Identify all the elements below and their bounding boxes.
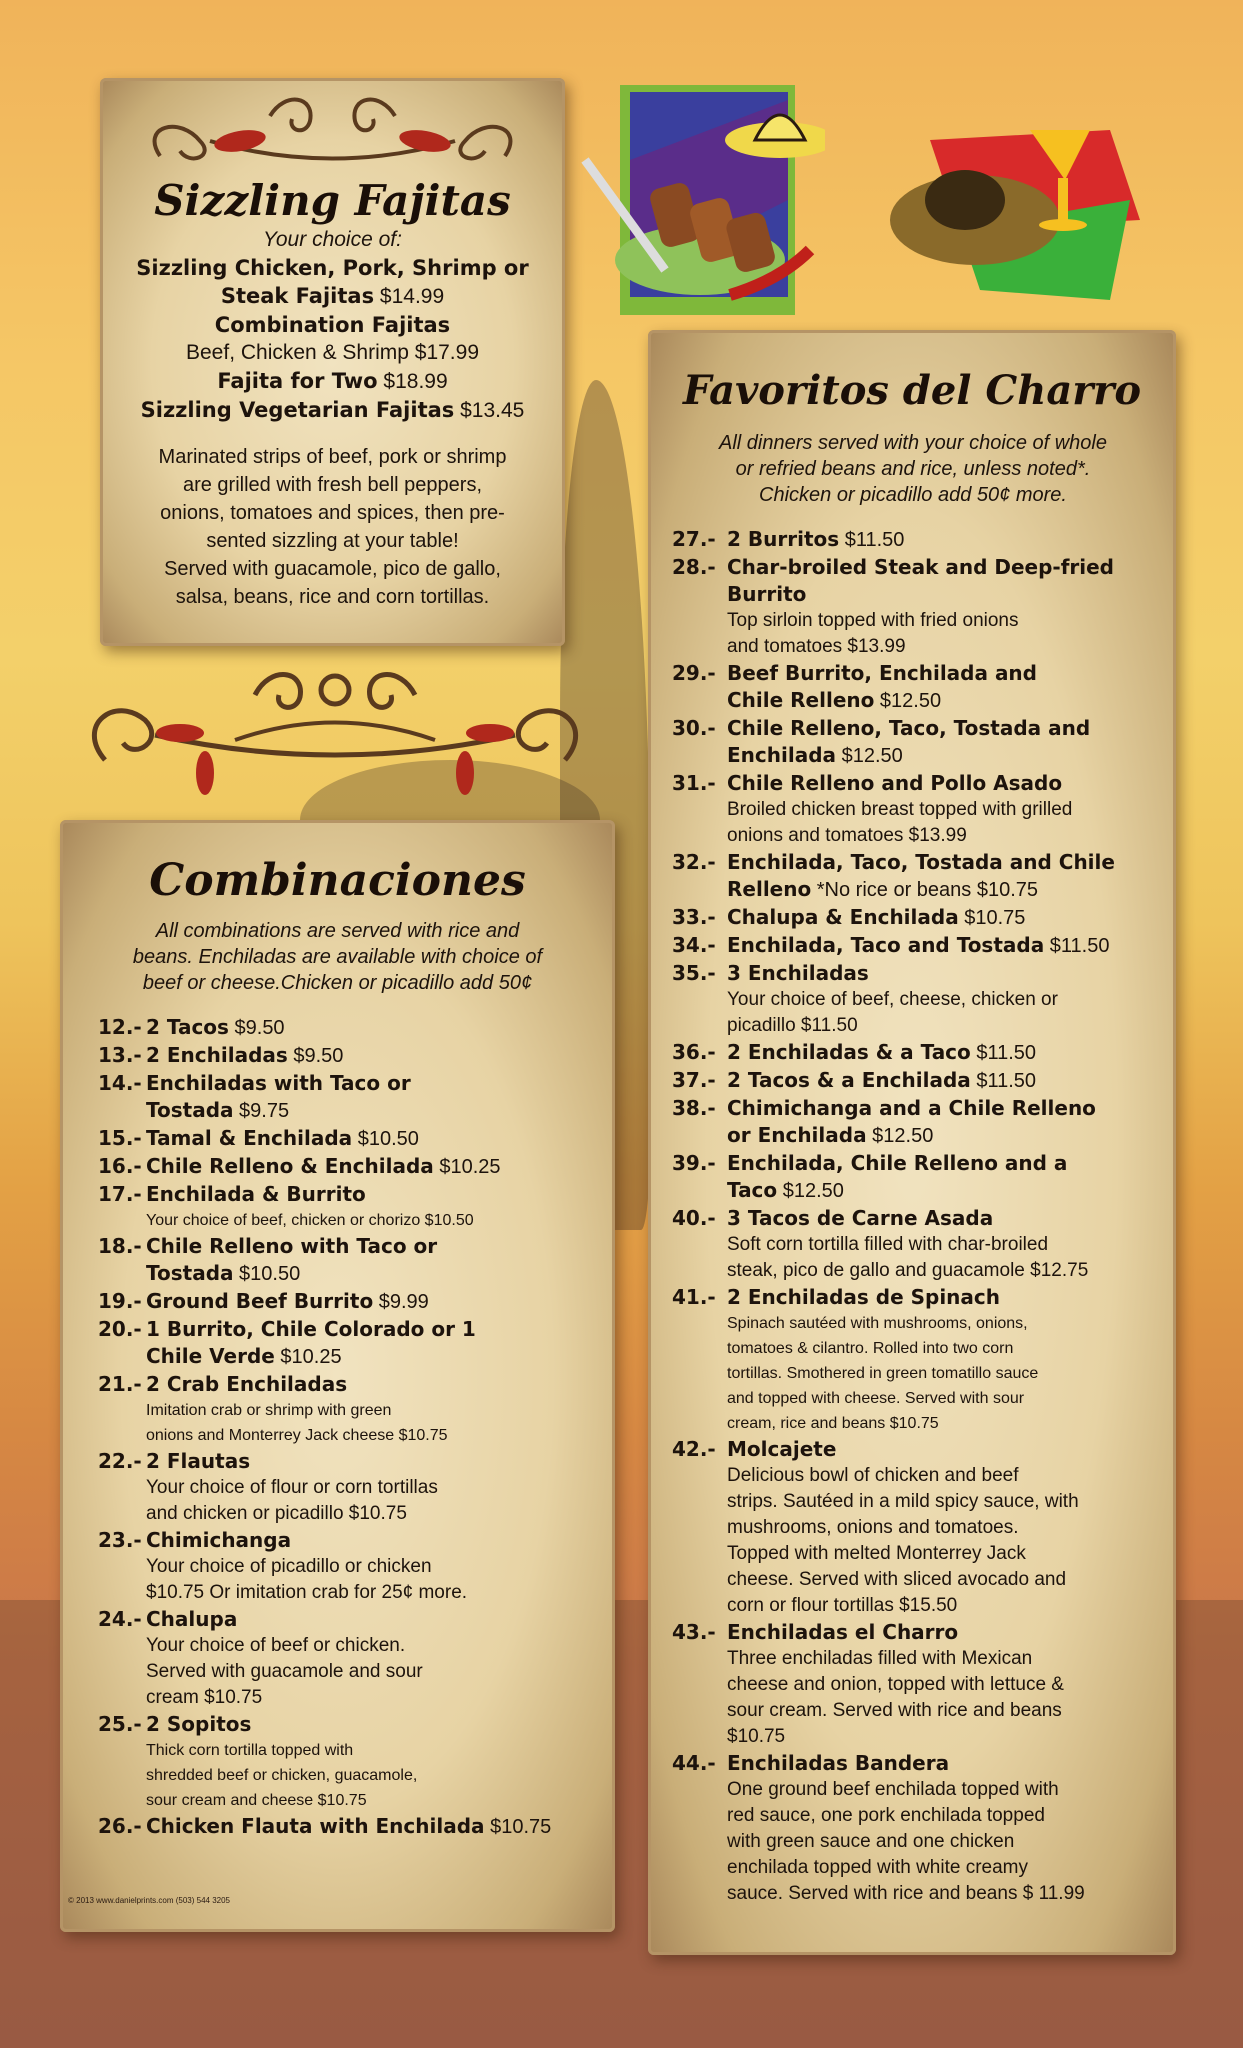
menu-item (98, 1316, 615, 1371)
menu-item-number: 24.- (98, 1607, 142, 1631)
menu-item-name: Molcajete (727, 1437, 837, 1461)
menu-item-description: Thick corn tortilla topped with (146, 1742, 354, 1759)
menu-item (98, 1070, 615, 1125)
menu-item-name: Chicken Flauta with Enchilada (146, 1814, 485, 1838)
menu-item-price: $12.50 (777, 1180, 844, 1202)
menu-item-line (672, 660, 1176, 687)
menu-item-line (98, 1233, 615, 1260)
fajita-option-price: $13.45 (454, 399, 525, 422)
menu-item-line (672, 1750, 1176, 1777)
menu-item-number: 20.- (98, 1317, 142, 1341)
menu-item (672, 1067, 1176, 1095)
menu-item (98, 1606, 615, 1711)
menu-item-number: 16.- (98, 1154, 142, 1178)
menu-item (98, 1288, 615, 1316)
combinaciones-panel (60, 820, 615, 1932)
menu-item-price: $10.50 (233, 1263, 301, 1285)
menu-item-description: and tomatoes $13.99 (727, 636, 906, 657)
menu-item-description: Soft corn tortilla filled with char-broiled (727, 1234, 1049, 1255)
menu-item-description: Delicious bowl of chicken and beef (727, 1465, 1019, 1486)
menu-item-line (672, 687, 1176, 715)
menu-item-description: cream $10.75 (146, 1687, 263, 1708)
menu-item-name: Chile Relleno with Taco or (146, 1234, 438, 1258)
menu-item-price: $10.50 (352, 1128, 419, 1150)
combinaciones-intro (88, 918, 587, 996)
intro-line: beef or cheese.Chicken or picadillo add 50¢ (142, 972, 533, 994)
menu-item-name: 2 Tacos & a Enchilada (727, 1068, 971, 1092)
menu-item-description: Your choice of flour or corn tortillas (146, 1477, 438, 1498)
menu-item-line (98, 1527, 615, 1554)
menu-item-price: $12.50 (836, 745, 903, 767)
menu-item-line (98, 1606, 615, 1633)
menu-item-price: $12.50 (866, 1125, 934, 1147)
menu-item-name: Relleno (727, 877, 812, 901)
menu-item-number: 42.- (672, 1437, 716, 1461)
menu-item-description: Your choice of picadillo or chicken (146, 1556, 432, 1577)
menu-item-price: $11.50 (1044, 935, 1110, 957)
menu-item-number: 38.- (672, 1096, 716, 1120)
menu-item-name: Chile Relleno & Enchilada (146, 1154, 434, 1178)
menu-item-line (98, 1316, 615, 1343)
menu-item-description: Your choice of beef or chicken. (146, 1635, 406, 1656)
menu-item (98, 1813, 615, 1841)
menu-item (98, 1448, 615, 1527)
menu-item (98, 1153, 615, 1181)
menu-item-price: $10.75 (484, 1816, 552, 1838)
fajita-option-line: Beef, Chicken & Shrimp $17.99 (186, 341, 479, 364)
menu-item-description: shredded beef or chicken, guacamole, (146, 1767, 418, 1784)
menu-item-description: Broiled chicken breast topped with grilled (727, 799, 1073, 820)
menu-item-price: $12.50 (874, 690, 942, 712)
menu-item-number: 22.- (98, 1449, 142, 1473)
menu-item-name: 3 Tacos de Carne Asada (727, 1206, 994, 1230)
menu-item-name: Chile Relleno, Taco, Tostada and (727, 716, 1091, 740)
menu-item-price: $9.50 (287, 1045, 344, 1067)
menu-item-line (672, 904, 1176, 932)
menu-item-description: enchilada topped with white creamy (727, 1857, 1029, 1878)
menu-item-number: 34.- (672, 933, 716, 957)
menu-item-name: Enchilada, Taco and Tostada (727, 933, 1045, 957)
menu-item-line (98, 1125, 615, 1153)
combinaciones-title: Combinaciones (149, 855, 526, 906)
fajitas-title: Sizzling Fajitas (154, 176, 511, 225)
menu-item (672, 1284, 1176, 1436)
menu-item-name: 2 Enchiladas & a Taco (727, 1040, 971, 1064)
menu-item-description: cheese. Served with sliced avocado and (727, 1569, 1067, 1590)
menu-item-line (98, 1260, 615, 1288)
menu-item (98, 1711, 615, 1813)
menu-item-number: 13.- (98, 1043, 142, 1067)
menu-item-description: Served with guacamole and sour (146, 1661, 423, 1682)
menu-item-line (672, 1284, 1176, 1311)
fajita-description-line: sented sizzling at your table! (206, 530, 459, 552)
menu-item (672, 849, 1176, 904)
menu-item-line (98, 1042, 615, 1070)
menu-item-description: cream, rice and beans $10.75 (727, 1415, 939, 1432)
fajita-option-line: Sizzling Chicken, Pork, Shrimp or (136, 256, 529, 280)
menu-item (672, 770, 1176, 849)
menu-item-name: Enchilada & Burrito (146, 1182, 366, 1206)
menu-item-description: sauce. Served with rice and beans $ 11.99 (727, 1883, 1085, 1904)
menu-item-name: 2 Tacos (146, 1015, 229, 1039)
menu-item-price: $11.50 (839, 529, 905, 551)
top-flourish-icon (120, 86, 545, 176)
intro-line: beans. Enchiladas are available with choice of (132, 946, 543, 968)
menu-item-line (98, 1181, 615, 1208)
menu-item (672, 1750, 1176, 1907)
menu-item-line (672, 1095, 1176, 1122)
menu-item (672, 660, 1176, 715)
menu-item-name: Enchilada, Taco, Tostada and Chile (727, 850, 1115, 874)
menu-item-name: Chimichanga and a Chile Relleno (727, 1096, 1096, 1120)
menu-item-line (672, 715, 1176, 742)
menu-item-description: Your choice of beef, chicken or chorizo $10.50 (146, 1212, 474, 1229)
menu-item-name: 2 Sopitos (146, 1712, 252, 1736)
menu-item-number: 36.- (672, 1040, 716, 1064)
menu-item-number: 19.- (98, 1289, 142, 1313)
menu-item-name: Chalupa & Enchilada (727, 905, 959, 929)
menu-item-name: Chimichanga (146, 1528, 292, 1552)
menu-item-line (98, 1097, 615, 1125)
menu-item-name: Tostada (146, 1261, 234, 1285)
menu-item-price: $10.75 (958, 907, 1026, 929)
menu-item (672, 715, 1176, 770)
menu-item-number: 28.- (672, 555, 716, 579)
menu-item-name: Chile Relleno and Pollo Asado (727, 771, 1063, 795)
menu-item-name: or Enchilada (727, 1123, 867, 1147)
menu-item-line (672, 554, 1176, 581)
menu-item-line (672, 526, 1176, 554)
fajita-option-line: Combination Fajitas (214, 313, 451, 337)
menu-item-description: $10.75 Or imitation crab for 25¢ more. (146, 1582, 468, 1603)
menu-item-line (672, 1150, 1176, 1177)
menu-item-description: Topped with melted Monterrey Jack (727, 1543, 1026, 1564)
menu-item (672, 1436, 1176, 1619)
menu-item-number: 37.- (672, 1068, 716, 1092)
menu-item (672, 526, 1176, 554)
menu-item-description: and chicken or picadillo $10.75 (146, 1503, 407, 1524)
menu-item-name: 2 Flautas (146, 1449, 251, 1473)
menu-item-line (672, 581, 1176, 608)
menu-item-number: 21.- (98, 1372, 142, 1396)
fajita-description-line: Served with guacamole, pico de gallo, (164, 558, 501, 580)
fajita-description-line: salsa, beans, rice and corn tortillas. (175, 586, 490, 608)
menu-item-number: 31.- (672, 771, 716, 795)
menu-item-description: Three enchiladas filled with Mexican (727, 1648, 1033, 1669)
menu-item (672, 1205, 1176, 1284)
menu-item-name: Enchiladas el Charro (727, 1620, 959, 1644)
menu-item-description: steak, pico de gallo and guacamole $12.75 (727, 1260, 1089, 1281)
fajita-option-price: $18.99 (377, 370, 448, 393)
menu-item-name: Chile Relleno (727, 688, 875, 712)
menu-item-name: Ground Beef Burrito (146, 1289, 374, 1313)
menu-item (98, 1233, 615, 1288)
menu-item-line (98, 1014, 615, 1042)
favoritos-panel (648, 330, 1176, 1955)
menu-item-price: $10.25 (274, 1346, 342, 1368)
menu-item-number: 17.- (98, 1182, 142, 1206)
menu-item (672, 904, 1176, 932)
menu-item-number: 35.- (672, 961, 716, 985)
menu-item-description: and topped with cheese. Served with sour (727, 1390, 1025, 1407)
menu-item-number: 26.- (98, 1814, 142, 1838)
menu-item-description: Spinach sautéed with mushrooms, onions, (727, 1315, 1028, 1332)
menu-item-line (98, 1371, 615, 1398)
menu-item-description: tortillas. Smothered in green tomatillo sauce (727, 1365, 1039, 1382)
fajita-option-name: Fajita for Two (217, 369, 378, 393)
favoritos-list (672, 526, 1176, 1907)
menu-item-price: $9.99 (373, 1291, 429, 1313)
favoritos-title: Favoritos del Charro (682, 367, 1142, 414)
intro-line: All combinations are served with rice and (155, 920, 520, 942)
menu-item-number: 14.- (98, 1071, 142, 1095)
fajita-option-name: Sizzling Vegetarian Fajitas (140, 398, 455, 422)
menu-item-name: Char-broiled Steak and Deep-fried (727, 555, 1115, 579)
menu-item-line (672, 960, 1176, 987)
menu-item-line (98, 1070, 615, 1097)
intro-line: All dinners served with your choice of whole (719, 432, 1107, 454)
fajita-option-line: Your choice of: (263, 228, 402, 251)
menu-item-price: $11.50 (970, 1070, 1037, 1092)
menu-item-name: Burrito (727, 582, 807, 606)
menu-item-line (672, 932, 1176, 960)
fajita-description-line: Marinated strips of beef, pork or shrimp (158, 446, 507, 468)
intro-line: Chicken or picadillo add 50¢ more. (759, 484, 1067, 506)
menu-item-description: onions and Monterrey Jack cheese $10.75 (146, 1427, 448, 1444)
menu-item-number: 27.- (672, 527, 716, 551)
menu-item-name: 2 Enchiladas (146, 1043, 288, 1067)
menu-item-line (672, 1122, 1176, 1150)
menu-item-price: $10.25 (433, 1156, 501, 1178)
menu-item-name: Chile Verde (146, 1344, 275, 1368)
intro-line: or refried beans and rice, unless noted*. (735, 458, 1091, 480)
menu-item-line (672, 1177, 1176, 1205)
fajita-option-line (120, 396, 545, 425)
menu-item-description: Imitation crab or shrimp with green (146, 1402, 392, 1419)
menu-item-description: with green sauce and one chicken (727, 1831, 1015, 1852)
menu-item-name: Enchiladas Bandera (727, 1751, 950, 1775)
menu-item-number: 23.- (98, 1528, 142, 1552)
menu-item-description: strips. Sautéed in a mild spicy sauce, with (727, 1491, 1079, 1512)
menu-item-number: 43.- (672, 1620, 716, 1644)
menu-item-name: Tostada (146, 1098, 234, 1122)
menu-item-name: Chalupa (146, 1607, 238, 1631)
menu-item-description: cheese and onion, topped with lettuce & (727, 1674, 1064, 1695)
menu-item (672, 1095, 1176, 1150)
menu-item-name: 2 Enchiladas de Spinach (727, 1285, 1001, 1309)
menu-item-line (672, 849, 1176, 876)
menu-item (98, 1125, 615, 1153)
menu-item-line (672, 1619, 1176, 1646)
menu-item (672, 1619, 1176, 1750)
menu-item-number: 33.- (672, 905, 716, 929)
menu-item (672, 932, 1176, 960)
menu-item-line (672, 1436, 1176, 1463)
menu-item-name: Enchilada, Chile Relleno and a (727, 1151, 1068, 1175)
menu-item (672, 960, 1176, 1039)
menu-item-description: picadillo $11.50 (727, 1015, 858, 1036)
menu-item-line (672, 770, 1176, 797)
menu-item-name: Beef Burrito, Enchilada and (727, 661, 1037, 685)
fajita-description-line: are grilled with fresh bell peppers, (182, 474, 483, 496)
fajita-option-line (120, 367, 545, 396)
menu-item-price: $11.50 (970, 1042, 1037, 1064)
menu-item-line (672, 1039, 1176, 1067)
menu-item-price: *No rice or beans $10.75 (811, 879, 1039, 901)
menu-item-line (98, 1813, 615, 1841)
menu-item-name: 2 Burritos (727, 527, 840, 551)
menu-item-number: 39.- (672, 1151, 716, 1175)
combinaciones-list (98, 1014, 615, 1841)
menu-item-name: Enchiladas with Taco or (146, 1071, 411, 1095)
menu-item-line (98, 1288, 615, 1316)
middle-flourish-icon (75, 665, 595, 795)
menu-item-description: $10.75 (727, 1726, 786, 1747)
menu-item-description: corn or flour tortillas $15.50 (727, 1595, 958, 1616)
menu-item-description: red sauce, one pork enchilada topped (727, 1805, 1045, 1826)
menu-item-name: Taco (727, 1178, 778, 1202)
menu-item (98, 1181, 615, 1233)
menu-item-description: Your choice of beef, cheese, chicken or (727, 989, 1058, 1010)
burrito-plate-icon (580, 80, 825, 320)
menu-item (98, 1527, 615, 1606)
menu-item-number: 25.- (98, 1712, 142, 1736)
fajitas-description (120, 443, 545, 611)
menu-item-name: 3 Enchiladas (727, 961, 869, 985)
menu-item-number: 44.- (672, 1751, 716, 1775)
menu-item-description: sour cream and cheese $10.75 (146, 1792, 367, 1809)
menu-item-name: 1 Burrito, Chile Colorado or 1 (146, 1317, 476, 1341)
menu-item-line (98, 1448, 615, 1475)
fajitas-options (120, 226, 545, 425)
menu-item-number: 18.- (98, 1234, 142, 1258)
menu-item-name: Tamal & Enchilada (146, 1126, 353, 1150)
menu-item-name: 2 Crab Enchiladas (146, 1372, 348, 1396)
menu-item-description: One ground beef enchilada topped with (727, 1779, 1059, 1800)
menu-item (672, 1150, 1176, 1205)
menu-item-number: 40.- (672, 1206, 716, 1230)
menu-item (672, 1039, 1176, 1067)
menu-item-number: 15.- (98, 1126, 142, 1150)
menu-item-description: tomatoes & cilantro. Rolled into two corn (727, 1340, 1014, 1357)
menu-item-price: $9.75 (233, 1100, 290, 1122)
fajita-option-line (120, 282, 545, 311)
menu-item-line (672, 742, 1176, 770)
menu-item-number: 30.- (672, 716, 716, 740)
menu-item-number: 32.- (672, 850, 716, 874)
menu-item-line (672, 1067, 1176, 1095)
menu-item-line (98, 1153, 615, 1181)
menu-item (98, 1014, 615, 1042)
fajitas-panel (100, 78, 565, 646)
menu-item (672, 554, 1176, 660)
menu-item-line (672, 876, 1176, 904)
favoritos-intro (672, 430, 1154, 508)
menu-item-number: 12.- (98, 1015, 142, 1039)
menu-item-description: sour cream. Served with rice and beans (727, 1700, 1062, 1721)
menu-item-description: mushrooms, onions and tomatoes. (727, 1517, 1019, 1538)
fajita-option-name: Steak Fajitas (220, 284, 375, 308)
sombrero-maracas-icon (890, 110, 1155, 310)
menu-item-number: 29.- (672, 661, 716, 685)
fajita-description-line: onions, tomatoes and spices, then pre- (160, 502, 505, 524)
menu-item-name: Enchilada (727, 743, 837, 767)
menu-item-line (672, 1205, 1176, 1232)
menu-item-description: Top sirloin topped with fried onions (727, 610, 1019, 631)
menu-item-line (98, 1711, 615, 1738)
menu-item-number: 41.- (672, 1285, 716, 1309)
menu-item (98, 1042, 615, 1070)
fajita-option-price: $14.99 (374, 285, 445, 308)
menu-item-price: $9.50 (228, 1017, 285, 1039)
menu-item (98, 1371, 615, 1448)
menu-item-line (98, 1343, 615, 1371)
menu-item-description: onions and tomatoes $13.99 (727, 825, 967, 846)
footer-credit: © 2013 www.danielprints.com (503) 544 3205 (68, 1896, 230, 1905)
